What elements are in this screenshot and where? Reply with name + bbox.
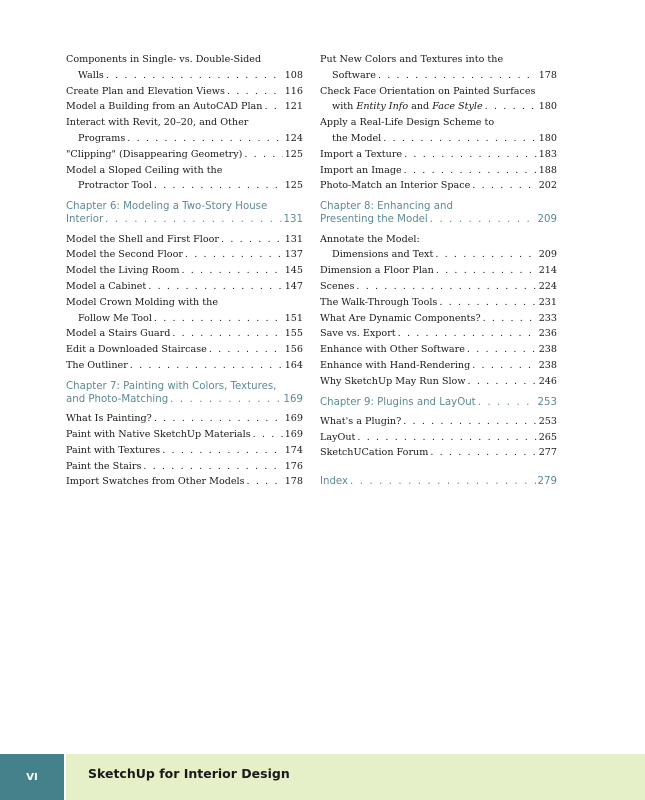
chapter-title: Chapter 8: Enhancing and [320,201,453,213]
toc-entry-title: What's a Plugin? [320,415,402,427]
toc-entry[interactable] [320,52,557,84]
toc-entry-title: Photo-Match an Interior Space [320,180,471,192]
toc-entry-title: LayOut [320,431,356,443]
toc-entry-title: Model the Shell and First Floor [66,233,220,245]
chapter-title: Interior [66,214,104,226]
toc-left-column [66,52,303,490]
toc-entry[interactable] [320,279,557,295]
chapter-title: Chapter 9: Plugins and LayOut [320,396,476,408]
toc-entry-title: Create Plan and Elevation Views [66,85,225,97]
toc-entry-title: Model a Sloped Ceiling with the [66,164,223,176]
toc-entry-title: What Is Painting? [66,413,152,425]
toc-entry-title: Import a Texture [320,148,403,160]
toc-entry[interactable] [320,414,557,430]
leader-dots [172,326,282,342]
toc-entry-title: Components in Single- vs. Double-Sided [66,54,262,65]
toc-page-number: 155 [284,328,303,340]
toc-page-number: 169 [284,413,303,425]
leader-dots [430,445,536,461]
toc-entry-title: Annotate the Model: [320,233,420,245]
toc-entry-title: The Walk-Through Tools [320,296,438,308]
leader-dots [436,263,537,279]
chapter-heading-8[interactable] [320,200,557,226]
toc-entry-title: Put New Colors and Textures into the [320,54,504,65]
toc-page-number: 214 [538,265,557,277]
toc-entry[interactable] [320,232,557,264]
toc-entry-title: Interact with Revit, 20–20, and Other [66,117,249,129]
index-heading[interactable] [320,475,557,488]
toc-entry-title: The Outliner [66,359,128,371]
toc-entry-title: Model a Cabinet [66,280,147,292]
leader-dots [404,163,537,179]
toc-entry[interactable] [66,247,303,263]
leader-dots [357,430,536,446]
leader-dots [247,474,283,490]
toc-page-number: 253 [537,396,557,408]
leader-dots [162,443,282,459]
toc-entry[interactable] [66,263,303,279]
toc-entry-title: Protractor Tool [78,180,152,192]
toc-page-number: 178 [538,69,557,81]
leader-dots [127,131,282,147]
toc-entry[interactable] [320,326,557,342]
toc-page-number: 164 [284,359,303,371]
chapter-title: and Photo-Matching [66,393,169,405]
leader-dots [378,68,537,84]
toc-page-number: 156 [284,344,303,356]
leader-dots [403,414,536,430]
toc-entry[interactable] [320,147,557,163]
toc-page-number: 174 [284,444,303,456]
leader-dots [105,213,281,226]
toc-entry[interactable] [320,263,557,279]
toc-entry[interactable] [320,295,557,311]
leader-dots [404,147,537,163]
toc-entry-title: Dimensions and Text [332,249,434,261]
toc-entry[interactable] [66,295,303,327]
leader-dots [148,279,282,295]
toc-entry[interactable] [66,163,303,195]
toc-page-number: 169 [284,428,303,440]
leader-dots [106,68,283,84]
toc-entry-title: Import an Image [320,164,402,176]
toc-entry[interactable] [66,52,303,84]
toc-page-number: 131 [283,214,303,226]
chapter-heading-7[interactable] [66,380,303,406]
toc-page-number: 180 [538,101,557,113]
toc-entry[interactable] [66,358,303,374]
toc-entry-title: What Are Dynamic Components? [320,312,481,324]
toc-entry[interactable] [320,374,557,390]
leader-dots [154,411,283,427]
toc-page-number: 265 [538,431,557,443]
toc-entry-title: Scenes [320,280,355,292]
toc-page-number: 253 [538,415,557,427]
toc-page-number: 169 [283,393,303,405]
toc-page-number: 209 [537,214,557,226]
toc-entry[interactable] [66,427,303,443]
leader-dots [472,178,536,194]
toc-entry[interactable] [66,279,303,295]
toc-entry[interactable] [320,84,557,116]
toc-page-number: 176 [284,460,303,472]
leader-dots [244,147,282,163]
chapter-title: Index [320,476,349,488]
toc-page-number: 224 [538,280,557,292]
toc-entry[interactable] [320,358,557,374]
toc-entry-title: with Entity Info and Face Style [332,101,483,113]
toc-page-number: 233 [538,312,557,324]
toc-entry-title: Follow Me Tool [78,312,152,324]
leader-dots [185,247,283,263]
leader-dots [154,178,283,194]
toc-page-number: 277 [538,447,557,459]
toc-entry-title: Model the Second Floor [66,249,183,261]
toc-page-number: 231 [538,296,557,308]
leader-dots [383,131,536,147]
leader-dots [435,247,536,263]
toc-page-number: 188 [538,164,557,176]
leader-dots [227,84,283,100]
toc-entry[interactable] [320,178,557,194]
toc-entry[interactable] [66,474,303,490]
toc-entry-title: Paint with Textures [66,444,161,456]
toc-entry-title: Edit a Downloaded Staircase [66,344,207,356]
toc-entry[interactable] [66,99,303,115]
toc-entry-title: Model a Building from an AutoCAD Plan [66,101,263,113]
leader-dots [154,311,283,327]
toc-page-number: 209 [538,249,557,261]
toc-entry-title: Check Face Orientation on Painted Surfaces [320,85,536,97]
toc-page-number: 131 [284,233,303,245]
toc-entry[interactable] [66,326,303,342]
running-footer-title: SketchUp for Interior Design [88,766,290,781]
toc-page-number: 279 [537,476,557,488]
leader-dots [472,358,536,374]
toc-entry[interactable] [320,430,557,446]
chapter-title: Presenting the Model [320,214,428,226]
toc-entry-title: Why SketchUp May Run Slow [320,375,466,387]
chapter-heading-6[interactable] [66,200,303,226]
toc-page-number: 137 [284,249,303,261]
toc-entry-title: Model a Stairs Guard [66,328,171,340]
leader-dots [356,279,536,295]
leader-dots [221,232,283,248]
leader-dots [468,374,537,390]
toc-page-number: 147 [284,280,303,292]
toc-entry[interactable] [66,459,303,475]
toc-entry[interactable] [66,147,303,163]
toc-entry-title: Enhance with Other Software [320,344,465,356]
leader-dots [439,295,536,311]
toc-page-number: 238 [538,359,557,371]
toc-page-number: 121 [284,101,303,113]
toc-page-number: 246 [538,375,557,387]
toc-entry[interactable] [320,445,557,461]
leader-dots [209,342,283,358]
toc-entry-title: Paint with Native SketchUp Materials [66,428,251,440]
leader-dots [181,263,282,279]
toc-page-number: 183 [538,148,557,160]
toc-page-number: 108 [284,69,303,81]
toc-entry[interactable] [320,115,557,147]
toc-entry[interactable] [66,84,303,100]
toc-page-number: 151 [284,312,303,324]
toc-right-column [320,52,557,493]
chapter-title: Chapter 7: Painting with Colors, Textures, [66,380,277,392]
toc-entry-title: "Clipping" (Disappearing Geometry) [66,148,243,160]
leader-dots [350,475,536,488]
leader-dots [483,311,537,327]
toc-page-number: 178 [284,476,303,488]
toc-entry[interactable] [320,163,557,179]
toc-page-number: 145 [284,265,303,277]
toc-entry[interactable] [66,115,303,147]
toc-entry-title: Software [332,69,376,81]
leader-dots [398,326,537,342]
leader-dots [170,393,281,406]
toc-entry[interactable] [66,411,303,427]
toc-page-number: 236 [538,328,557,340]
leader-dots [430,213,536,226]
toc-entry-title: Import Swatches from Other Models [66,476,245,488]
toc-entry-title: Save vs. Export [320,328,396,340]
chapter-title: Chapter 6: Modeling a Two-Story House [66,201,268,213]
toc-page-number: 202 [538,180,557,192]
toc-entry-title: Dimension a Floor Plan [320,265,434,277]
leader-dots [467,342,537,358]
page-folio: VI [26,771,38,783]
toc-entry[interactable] [66,232,303,248]
leader-dots [264,99,282,115]
toc-page-number: 238 [538,344,557,356]
toc-entry-title: Model the Living Room [66,265,180,277]
toc-page-number: 180 [538,132,557,144]
chapter-heading-9[interactable] [320,396,557,409]
leader-dots [143,459,282,475]
toc-entry-title: Apply a Real-Life Design Scheme to [320,117,495,129]
toc-entry-title: Enhance with Hand-Rendering [320,359,471,371]
toc-page-number: 125 [284,180,303,192]
toc-entry-title: Paint the Stairs [66,460,142,472]
leader-dots [478,396,536,409]
leader-dots [253,427,283,443]
toc-entry[interactable] [66,443,303,459]
toc-page-number: 125 [284,148,303,160]
toc-entry-title: Model Crown Molding with the [66,296,219,308]
toc-page-number: 116 [284,85,303,97]
toc-entry[interactable] [320,311,557,327]
toc-entry[interactable] [320,342,557,358]
toc-entry-title: Programs [78,132,126,144]
toc-entry-title: Walls [78,69,104,81]
toc-entry-title: the Model [332,132,382,144]
leader-dots [485,99,537,115]
toc-entry-title: SketchUCation Forum [320,447,429,459]
leader-dots [130,358,283,374]
toc-page-number: 124 [284,132,303,144]
toc-entry[interactable] [66,342,303,358]
